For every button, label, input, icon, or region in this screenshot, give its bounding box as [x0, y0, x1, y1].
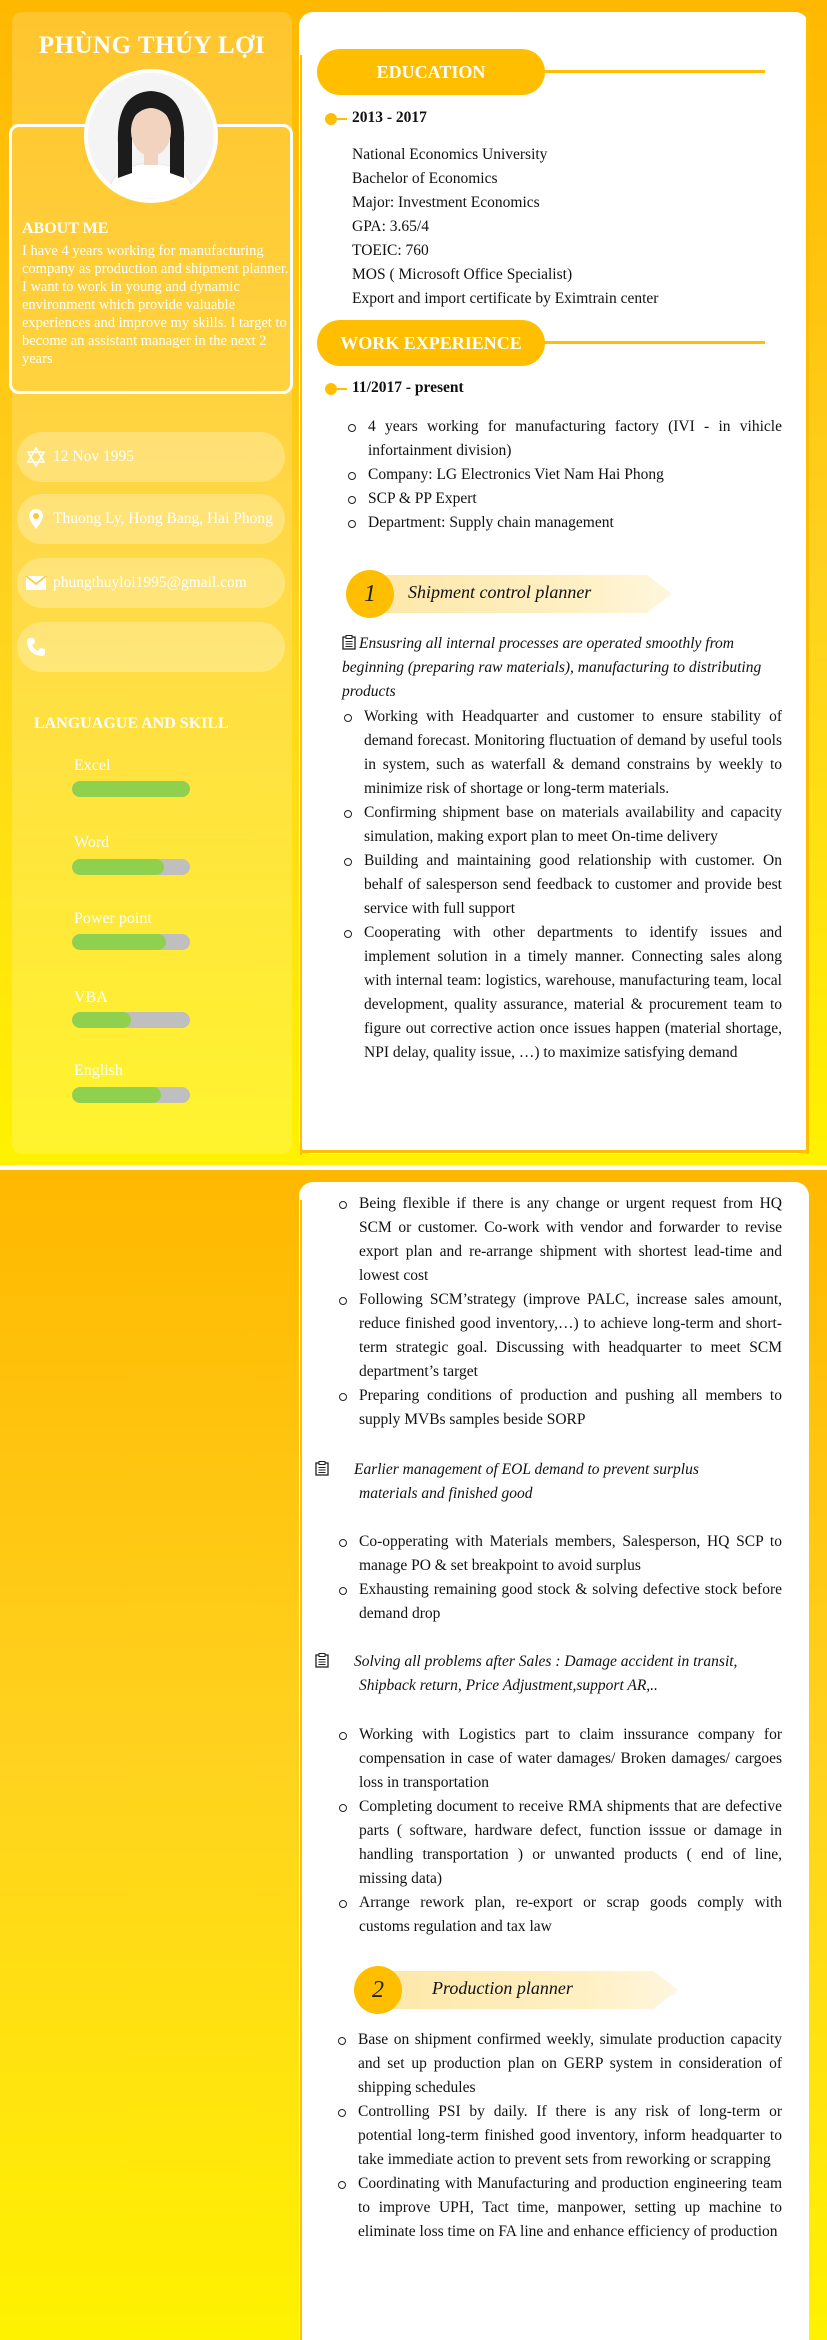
- education-line: National Economics University: [352, 146, 548, 163]
- list-item: Being flexible if there is any change or urgent request from HQ SCM or customer. Co-work with vendor and forwarder to revise export plan and re-arrange shipment with shortest lead-time and lowest cost: [337, 1192, 782, 1288]
- clipboard-icon: [337, 1652, 351, 1667]
- task-text: Ensusring all internal processes are operated smoothly from beginning (preparing raw materials), manufacturing to distributing products: [342, 635, 762, 700]
- skill-fill: [72, 1087, 161, 1103]
- skill-bar-excel: [72, 781, 190, 797]
- skill-label-word: Word: [74, 834, 110, 851]
- education-line: GPA: 3.65/4: [352, 218, 429, 235]
- frame-bottom: [302, 1150, 808, 1153]
- work-heading: WORK EXPERIENCE: [317, 320, 545, 366]
- frame-right: [806, 12, 809, 1154]
- education-line: Export and import certificate by Eximtrain center: [352, 290, 659, 307]
- about-title: ABOUT ME: [22, 220, 109, 237]
- list-item: Department: Supply chain management: [346, 511, 782, 535]
- list-item: Confirming shipment base on materials availability and capacity simulation, making export plan to meet On-time delivery: [342, 801, 782, 849]
- clipboard-icon: [342, 634, 356, 649]
- education-line: Major: Investment Economics: [352, 194, 540, 211]
- list-item: Co-opperating with Materials members, Salesperson, HQ SCP to manage PO & set breakpoint to avoid surplus: [337, 1530, 782, 1578]
- list-item: Coordinating with Manufacturing and production engineering team to improve UPH, Tact time, manpower, setting up machine to eliminate loss time on FA line and enhance efficiency of production: [336, 2172, 782, 2244]
- education-line: MOS ( Microsoft Office Specialist): [352, 266, 573, 283]
- task-list: [342, 705, 782, 1065]
- skill-fill: [72, 1012, 131, 1028]
- list-item: Following SCM’strategy (improve PALC, increase sales amount, reduce finished good inventory,…) to achieve long-term and short-term strategic goal. Discussing with headquarter to meet SCM department’s target: [337, 1288, 782, 1384]
- skills-title: LANGUAGUE AND SKILL: [34, 715, 229, 732]
- education-details: [352, 143, 658, 311]
- production-planner-list: [336, 2028, 782, 2244]
- star-of-david-icon: [25, 446, 47, 468]
- candidate-name: PHÙNG THÚY LỢI: [38, 32, 266, 59]
- section-rule: [540, 341, 765, 344]
- role-title: Shipment control planner: [408, 582, 592, 602]
- task-list: [337, 1723, 782, 1939]
- education-heading: EDUCATION: [317, 49, 545, 95]
- section-rule: [540, 70, 765, 73]
- work-summary-list: [346, 415, 782, 535]
- skill-fill: [72, 934, 166, 950]
- list-item: Working with Headquarter and customer to ensure stability of demand forecast. Monitoring fluctuation of demand by useful tools in system, such as waterfall & demand constrains by weekly to minimize risk of shortage or long-term materials.: [342, 705, 782, 801]
- skill-label-english: English: [74, 1062, 123, 1079]
- task-heading: [337, 1458, 757, 1506]
- skill-bar-english: [72, 1087, 190, 1103]
- skill-bar-powerpoint: [72, 934, 190, 950]
- email-text[interactable]: phungthuyloi1995@gmail.com: [53, 574, 247, 591]
- page-1: [0, 0, 827, 1165]
- address-text: Thuong Ly, Hong Bang, Hai Phong: [53, 510, 273, 527]
- skill-label-powerpoint: Power point: [74, 910, 152, 927]
- education-line: TOEIC: 760: [352, 242, 429, 259]
- page-2: [0, 1170, 827, 2340]
- education-line: Bachelor of Economics: [352, 170, 498, 187]
- clipboard-icon: [337, 1460, 351, 1475]
- list-item: Base on shipment confirmed weekly, simulate production capacity and set up production plan on GERP system in consideration of shipping schedules: [336, 2028, 782, 2100]
- timeline-dash: [337, 118, 347, 120]
- birthday-pill: [17, 432, 285, 482]
- list-item: 4 years working for manufacturing factory (IVI - in vihicle infortainment division): [346, 415, 782, 463]
- sidebar: [12, 12, 292, 1154]
- list-item: Company: LG Electronics Viet Nam Hai Phong: [346, 463, 782, 487]
- envelope-icon: [25, 572, 47, 594]
- list-item: Controlling PSI by daily. If there is any risk of long-term or potential long-term finished good inventory, inform headquarter to take immediate action to prevent sets from reworking or scrapping: [336, 2100, 782, 2172]
- education-period: 2013 - 2017: [352, 109, 427, 126]
- task-list-continued: [337, 1192, 782, 1432]
- list-item: Completing document to receive RMA shipments that are defective parts ( software, hardware defect, function isssue or damage in handling transportation ) or unwanted products ( end of line, missing data): [337, 1795, 782, 1891]
- phone-icon: [25, 636, 47, 658]
- skill-bar-vba: [72, 1012, 190, 1028]
- work-period: 11/2017 - present: [352, 379, 464, 396]
- task-heading: [337, 1650, 777, 1698]
- task-list: [337, 1530, 782, 1626]
- timeline-line: [300, 55, 302, 1155]
- task-text: Earlier management of EOL demand to prevent surplus materials and finished good: [354, 1461, 699, 1502]
- list-item: Building and maintaining good relationship with customer. On behalf of salesperson send feedback to customer and provide best service with full support: [342, 849, 782, 921]
- address-pill: [17, 494, 285, 544]
- role-number-badge: 2: [354, 1966, 402, 2014]
- list-item: Exhausting remaining good stock & solving defective stock before demand drop: [337, 1578, 782, 1626]
- list-item: Arrange rework plan, re-export or scrap goods comply with customs regulation and tax law: [337, 1891, 782, 1939]
- list-item: Cooperating with other departments to identify issues and implement solution in a timely manner. Connecting sales along with internal team: logistics, warehouse, manufacturing team, local development, quality assurance, material & procurement team to figure out corrective action once issues happen (material shortage, NPI delay, quality issue, …) to maximize satisfying demand: [342, 921, 782, 1065]
- skill-fill: [72, 781, 190, 797]
- skill-label-vba: VBA: [74, 989, 108, 1006]
- timeline-dot: [325, 383, 337, 395]
- phone-pill: [17, 622, 285, 672]
- skill-label-excel: Excel: [74, 757, 111, 774]
- skill-fill: [72, 859, 164, 875]
- timeline-dash: [337, 388, 347, 390]
- list-item: SCP & PP Expert: [346, 487, 782, 511]
- list-item: Working with Logistics part to claim inssurance company for compensation in case of water damages/ Broken damages/ cargoes loss in transportation: [337, 1723, 782, 1795]
- about-text: I have 4 years working for manufacturing company as production and shipment planner. I want to work in young and dynamic environment which provide valuable experiences and improve my skills. I target to become an assistant manager in the next 2 years: [22, 243, 289, 367]
- task-heading: [342, 632, 782, 704]
- skill-bar-word: [72, 859, 190, 875]
- birthday-text: 12 Nov 1995: [53, 448, 134, 465]
- role-title: Production planner: [432, 1978, 573, 1998]
- role-number-badge: 1: [346, 570, 394, 618]
- timeline-dot: [325, 113, 337, 125]
- avatar: [84, 69, 218, 203]
- task-text: Solving all problems after Sales : Damage accident in transit, Shipback return, Price Adjustment,support AR,..: [354, 1653, 738, 1694]
- list-item: Preparing conditions of production and pushing all members to supply MVBs samples beside SORP: [337, 1384, 782, 1432]
- timeline-line: [300, 1200, 302, 2340]
- email-pill: [17, 558, 285, 608]
- location-pin-icon: [25, 508, 47, 530]
